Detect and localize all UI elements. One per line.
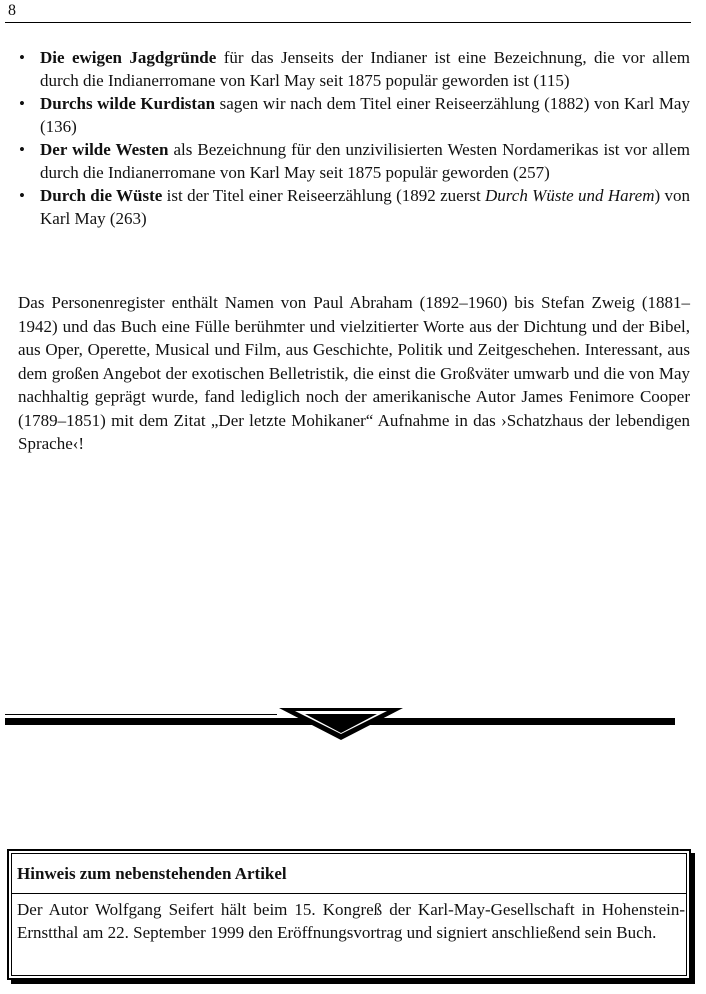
bullet-term: Durch die Wüste	[40, 186, 163, 205]
book-title: Durch Wüste und Harem	[485, 186, 655, 205]
body-paragraph: Das Personenregister enthält Namen von Paul Abraham (1892–1960) bis Stefan Zweig (1881–1942) und das Buch eine Fülle berühmter und vielzitierter Worte aus der Dichtung und der Bibel, aus Oper, Operette, Musical und Film, aus Geschichte, Politik und Zeitgeschehen. Interessant, aus dem großen Angebot der exotischen Belletristik, die einst die Großväter umwarb und die von May nachhaltig geprägt wurde, fand lediglich noch der amerikanische Autor James Fenimore Cooper (1789–1851) mit dem Zitat „Der letzte Mohikaner“ Aufnahme in das ›Schatzhaus der lebendigen Sprache‹!	[18, 293, 690, 453]
list-item	[18, 184, 690, 230]
bullet-icon: •	[19, 48, 25, 67]
notice-title: Hinweis zum nebenstehenden Artikel	[17, 864, 287, 883]
bullet-text: als Bezeichnung für den unzivilisierten Westen Nordamerikas ist vor allem durch die Indianerromane von Karl May seit 1875 populär geworden (257)	[40, 140, 690, 182]
notice-body: Der Autor Wolfgang Seifert hält beim 15. Kongreß der Karl-May-Gesellschaft in Hohenstein-Ernstthal am 22. September 1999 den Eröffnungsvortrag und signiert anschließend sein Buch.	[17, 900, 685, 942]
bullet-icon: •	[19, 186, 25, 205]
separator-hairline	[5, 714, 277, 715]
bullet-list	[18, 46, 690, 230]
bullet-term: Die ewigen Jagdgründe	[40, 48, 217, 67]
bullet-text: für das Jenseits der Indianer ist eine Bezeichnung, die vor allem durch die Indianerromane von Karl May seit 1875 populär geworden ist (115)	[40, 48, 690, 90]
notice-divider	[11, 893, 687, 894]
notice-box	[7, 849, 691, 980]
header-rule	[5, 22, 691, 23]
bullet-icon: •	[19, 140, 25, 159]
section-separator	[5, 704, 675, 744]
list-item	[18, 46, 690, 92]
bullet-term: Der wilde Westen	[40, 140, 169, 159]
bullet-text: sagen wir nach dem Titel einer Reiseerzählung (1882) von Karl May (136)	[40, 94, 690, 136]
page-number: 8	[8, 2, 16, 19]
bullet-term: Durchs wilde Kurdistan	[40, 94, 216, 113]
list-item	[18, 92, 690, 138]
bullet-icon: •	[19, 94, 25, 113]
list-item	[18, 138, 690, 184]
bullet-text: ) von Karl May (263)	[40, 186, 690, 228]
bullet-text: ist der Titel einer Reiseerzählung (1892 zuerst	[162, 186, 486, 205]
